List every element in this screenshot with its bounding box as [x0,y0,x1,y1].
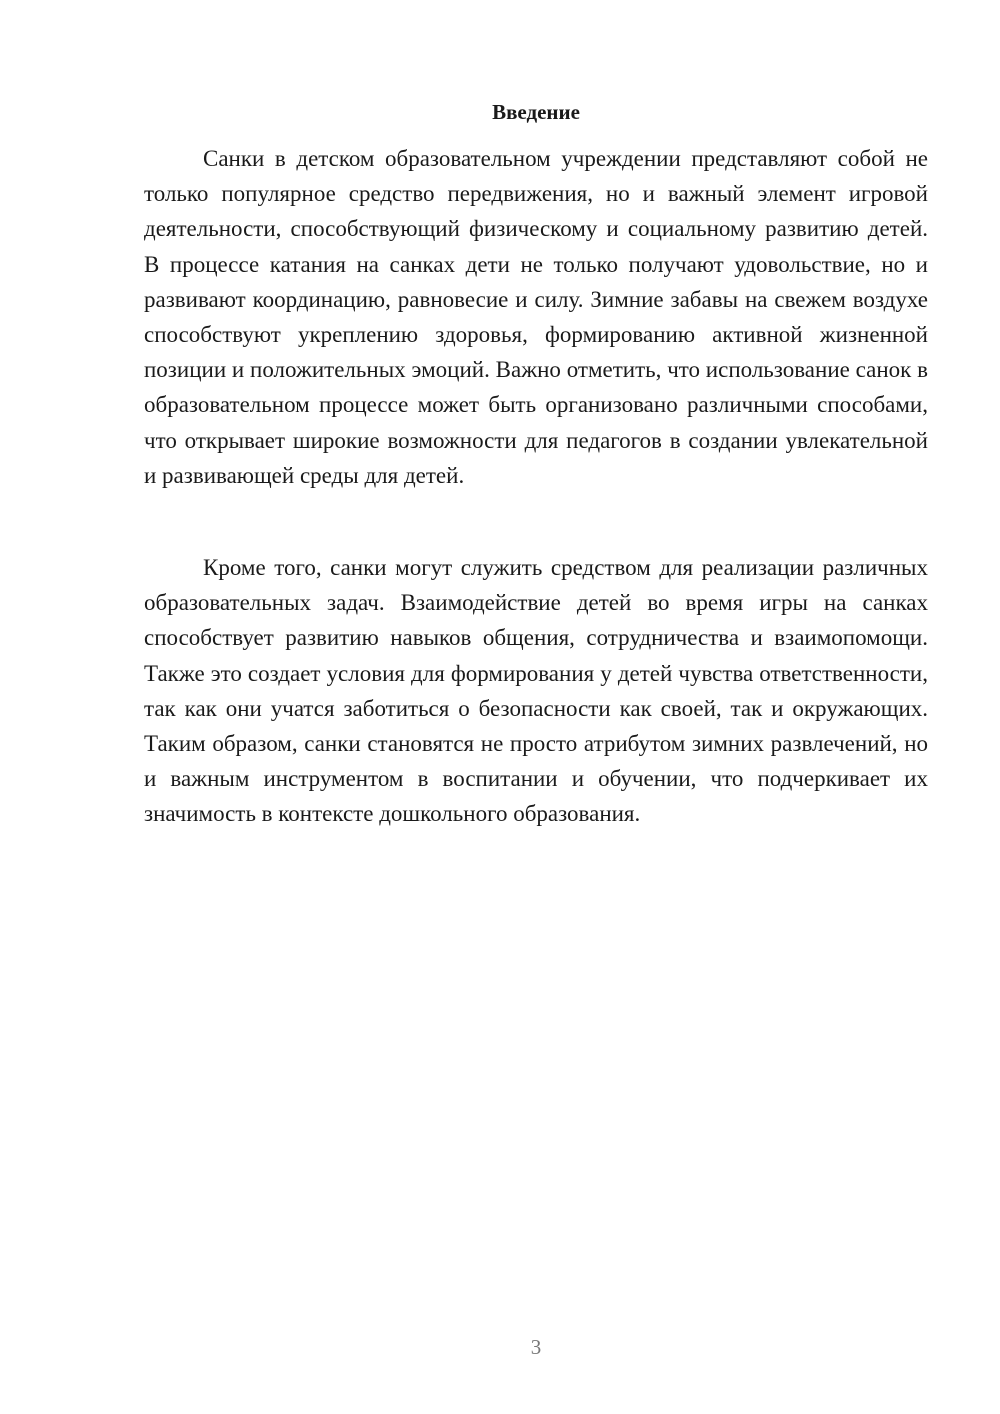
page-number: 3 [530,1335,542,1359]
section-heading: Введение [492,100,580,124]
body-paragraph: Кроме того, санки могут служить средством для реализации различных образовательных задач. Взаимодействие детей во время игры на санках способствует развитию навыков общения, сотрудничества и взаимопомощи. Также это создает условия для формирования у детей чувства ответственности, так как они учатся заботиться о безопасности как своей, так и окружающих. Таким образом, санки становятся не просто атрибутом зимних развлечений, но и важным инструментом в воспитании и обучении, что подчеркивает их значимость в контексте дошкольного образования. [144,555,928,827]
body-paragraph: Санки в детском образовательном учреждении представляют собой не только популярное средство передвижения, но и важный элемент игровой деятельности, способствующий физическому и социальному развитию детей. В процессе катания на санках дети не только получают удовольствие, но и развивают координацию, равновесие и силу. Зимние забавы на свежем воздухе способствуют укреплению здоровья, формированию активной жизненной позиции и положительных эмоций. Важно отметить, что использование санок в образовательном процессе может быть организовано различными способами, что открывает широкие возможности для педагогов в создании увлекательной и развивающей среды для детей. [144,146,928,488]
